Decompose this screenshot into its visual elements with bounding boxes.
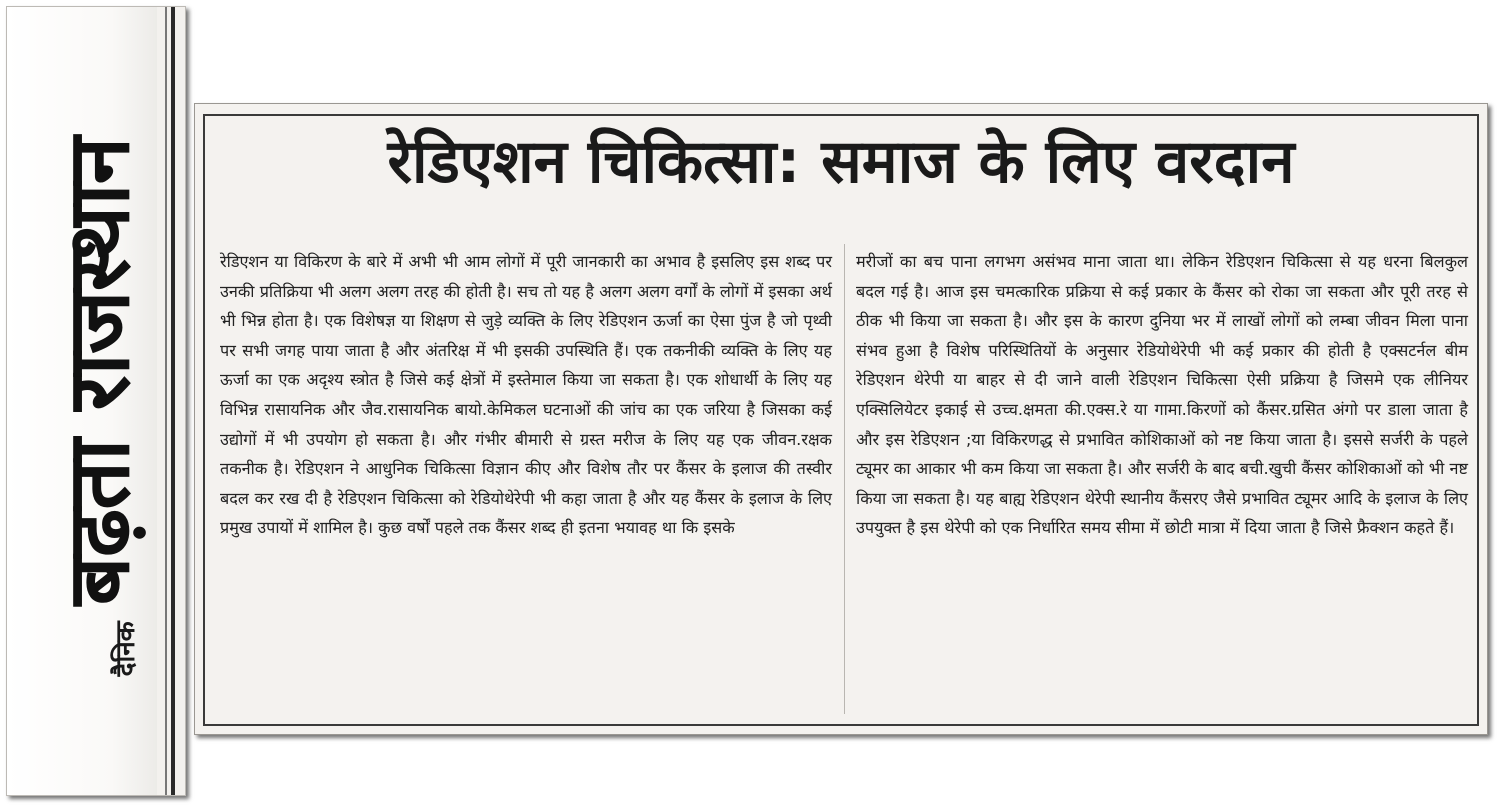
masthead-title: बढ़ता राजस्थान <box>49 137 149 606</box>
article-column-left-text: रेडिएशन या विकिरण के बारे में अभी भी आम लोगों में पूरी जानकारी का अभाव है इसलिए इस शब्द पर उनकी प्रतिक्रिया भी अलग अलग तरह की होती है। सच तो यह है अलग अलग वर्गों के लोगों में इसका अर्थ भी भिन्न होता है। एक विशेषज्ञ या शिक्षण से जुड़े व्यक्ति के लिए रेडिएशन ऊर्जा का ऐसा पुंज है जो पृथ्वी पर सभी जगह पाया जाता है और अंतरिक्ष में भी इसकी उपस्थिति हैं। एक तकनीकी व्यक्ति के लिए यह ऊर्जा का एक अदृश्य स्त्रोत है जिसे कई क्षेत्रों में इस्तेमाल किया जा सकता है। एक शोधार्थी के लिए यह विभिन्न रासायनिक और जैव.रासायनिक बायो.केमिकल घटनाओं की जांच का एक जरिया है जिसका कई उद्योगों में भी उपयोग हो सकता है। और गंभीर बीमारी से ग्रस्त मरीज के लिए यह एक जीवन.रक्षक तकनीक है। रेडिएशन ने आधुनिक चिकित्सा विज्ञान कीए और विशेष तौर पर कैंसर के इलाज की तस्वीर बदल कर रख दी है रेडिएशन चिकित्सा को रेडियोथेरेपी भी कहा जाता है और यह कैंसर के इलाज के लिए प्रमुख उपायों में शामिल है। कुछ वर्षों पहले तक कैंसर शब्द ही इतना भयावह था कि इसके <box>220 252 832 538</box>
article-column-right <box>856 247 1468 543</box>
masthead-clipping <box>6 6 186 796</box>
article-headline: रेडिएशन चिकित्सा: समाज के लिए वरदान <box>387 127 1295 197</box>
masthead-vertical-text <box>49 137 149 677</box>
article-column-right-text: मरीजों का बच पाना लगभग असंभव माना जाता था। लेकिन रेडिएशन चिकित्सा से यह धरना बिलकुल बदल गई है। आज इस चमत्कारिक प्रक्रिया से कई प्रकार के कैंसर को रोका जा सकता और पूरी तरह से ठीक भी किया जा सकता है। और इस के कारण दुनिया भर में लाखों लोगों को लम्बा जीवन मिला पाना संभव हुआ है विशेष परिस्थितियों के अनुसार रेडियोथेरेपी भी कई प्रकार की होती है एक्सटर्नल बीम रेडिएशन थेरेपी या बाहर से दी जाने वाली रेडिएशन चिकित्सा ऐसी प्रक्रिया है जिसमे एक लीनियर एक्सिलियेटर इकाई से उच्च.क्षमता की.एक्स.रे या गामा.किरणों को कैंसर.ग्रसित अंगो पर डाला जाता है और इस रेडिएशन ;या विकिरणद्ध से प्रभावित कोशिकाओं को नष्ट किया जाता है। इससे सर्जरी के पहले ट्यूमर का आकार भी कम किया जा सकता है। और सर्जरी के बाद बची.खुची कैंसर कोशिकाओं को भी नष्ट किया जा सकता है। यह बाह्य रेडिएशन थेरेपी स्थानीय कैंसरए जैसे प्रभावित ट्यूमर आदि के इलाज के लिए उपयुक्त है इस थेरेपी को एक निर्धारित समय सीमा में छोटी मात्रा में दिया जाता है जिसे फ्रैक्शन कहते हैं। <box>856 252 1468 538</box>
article-column-left <box>220 247 832 543</box>
column-divider <box>844 244 845 714</box>
article-clipping <box>194 103 1488 735</box>
masthead-prefix: दैनिक <box>111 621 141 677</box>
masthead-thin-rule <box>165 7 167 795</box>
masthead-thick-rule <box>171 7 175 795</box>
